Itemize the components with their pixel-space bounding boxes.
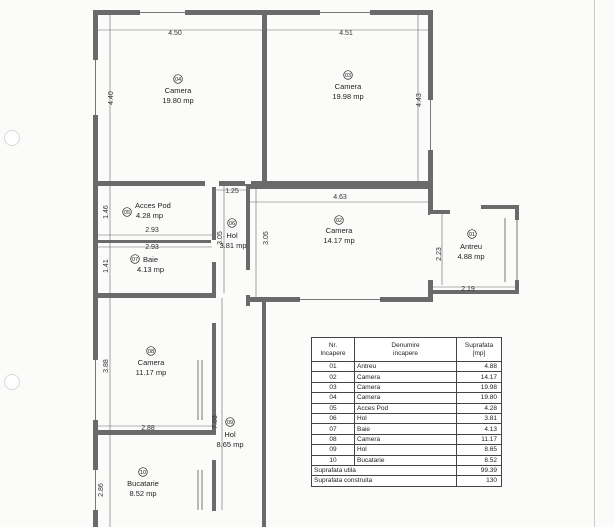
row-area: 8.65: [457, 445, 502, 455]
room-09: [216, 418, 243, 449]
row-number: 08: [312, 434, 355, 444]
total-util-label: Suprafata utila: [312, 465, 457, 475]
header-suprafata: Suprafata [mp]: [457, 338, 502, 362]
room-name: Hol: [226, 231, 238, 240]
dim-label: 4.51: [339, 30, 353, 37]
dim-label: 3.05: [263, 231, 270, 245]
row-name: Antreu: [355, 362, 457, 372]
header-denumire: Denumire incapere: [355, 338, 457, 362]
dim-label: 2.93: [145, 227, 159, 234]
room-area-table: [311, 337, 502, 487]
room-04: [162, 75, 193, 105]
row-number: 03: [312, 382, 355, 392]
room-area: 11.17 mp: [135, 368, 167, 377]
room-name: Camera: [137, 358, 165, 367]
room-name: Camera: [334, 82, 362, 91]
table-header-row: [312, 338, 502, 362]
dim-label: 2.86: [98, 483, 105, 497]
room-area: 14.17 mp: [323, 236, 355, 245]
row-name: Camera: [355, 434, 457, 444]
room-05: [123, 201, 171, 220]
row-number: 10: [312, 455, 355, 465]
room-area: 4.28 mp: [136, 211, 164, 220]
row-area: 11.17: [457, 434, 502, 444]
row-name: Acces Pod: [355, 403, 457, 413]
room-08: [136, 347, 167, 377]
dim-label: 4.40: [108, 91, 115, 105]
room-01: [457, 230, 484, 261]
dim-label: 3.05: [217, 231, 224, 245]
table-row: [312, 455, 502, 465]
row-name: Camera: [355, 372, 457, 382]
row-number: 01: [312, 362, 355, 372]
room-name: Acces Pod: [135, 201, 171, 210]
row-name: Camera: [355, 382, 457, 392]
room-number: 06: [228, 221, 236, 227]
room-number: 04: [174, 77, 182, 83]
room-name: Hol: [224, 430, 236, 439]
room-number: 09: [226, 420, 234, 426]
dim-label: 1.46: [103, 205, 110, 219]
room-name: Camera: [164, 86, 192, 95]
dim-label: 2.88: [141, 425, 155, 432]
room-07: [131, 255, 164, 274]
dim-label: 3.88: [103, 359, 110, 373]
row-name: Camera: [355, 393, 457, 403]
room-02: [323, 216, 354, 245]
room-area: 3.81 mp: [219, 241, 247, 250]
table-row: [312, 413, 502, 423]
row-name: Hol: [355, 413, 457, 423]
room-name: Baie: [143, 255, 159, 264]
row-area: 4.13: [457, 424, 502, 434]
table-row: [312, 403, 502, 413]
row-number: 09: [312, 445, 355, 455]
row-number: 02: [312, 372, 355, 382]
room-name: Bucatarie: [127, 479, 159, 488]
room-number: 10: [139, 470, 147, 476]
row-name: Baie: [355, 424, 457, 434]
room-number: 03: [344, 73, 352, 79]
table-row: [312, 445, 502, 455]
table-row: [312, 434, 502, 444]
row-number: 07: [312, 424, 355, 434]
room-03: [332, 71, 363, 101]
row-number: 04: [312, 393, 355, 403]
room-area: 19.80 mp: [162, 96, 194, 105]
table-row: [312, 424, 502, 434]
room-number: 08: [147, 349, 155, 355]
room-10: [127, 468, 159, 498]
room-name: Antreu: [459, 242, 483, 251]
dim-label: 1.25: [225, 188, 239, 195]
dim-label: 2.23: [436, 247, 443, 261]
header-nr: Nr. Incapere: [312, 338, 355, 362]
room-number: 01: [468, 232, 476, 238]
row-number: 06: [312, 413, 355, 423]
room-name: Camera: [325, 226, 353, 235]
table-row: [312, 382, 502, 392]
dim-label: 1.41: [103, 259, 110, 273]
dim-label: 2.93: [145, 244, 159, 251]
room-area: 8.52 mp: [129, 489, 157, 498]
room-number: 07: [131, 257, 139, 263]
dim-label: 4.43: [416, 93, 423, 107]
table-row: [312, 362, 502, 372]
dim-label: 4.63: [333, 194, 347, 201]
row-area: 3.81: [457, 413, 502, 423]
total-constr-value: 130: [457, 476, 502, 486]
dim-label: 2.19: [461, 286, 475, 293]
row-area: 14.17: [457, 372, 502, 382]
row-area: 4.88: [457, 362, 502, 372]
row-area: 19.98: [457, 382, 502, 392]
dim-label: 4.50: [168, 30, 182, 37]
total-constr-row: [312, 476, 502, 486]
room-area: 19.98 mp: [332, 92, 364, 101]
row-name: Hol: [355, 445, 457, 455]
row-name: Bucatarie: [355, 455, 457, 465]
total-util-value: 99.39: [457, 465, 502, 475]
dim-label: 7.03: [212, 415, 219, 429]
row-number: 05: [312, 403, 355, 413]
room-number: 02: [335, 218, 343, 224]
room-number: 05: [123, 210, 131, 216]
table-row: [312, 372, 502, 382]
room-area: 8.65 mp: [216, 440, 244, 449]
room-area: 4.88 mp: [457, 252, 485, 261]
table-row: [312, 393, 502, 403]
row-area: 4.28: [457, 403, 502, 413]
row-area: 19.80: [457, 393, 502, 403]
total-constr-label: Suprafata construita: [312, 476, 457, 486]
row-area: 8.52: [457, 455, 502, 465]
total-util-row: [312, 465, 502, 475]
room-area: 4.13 mp: [137, 265, 165, 274]
